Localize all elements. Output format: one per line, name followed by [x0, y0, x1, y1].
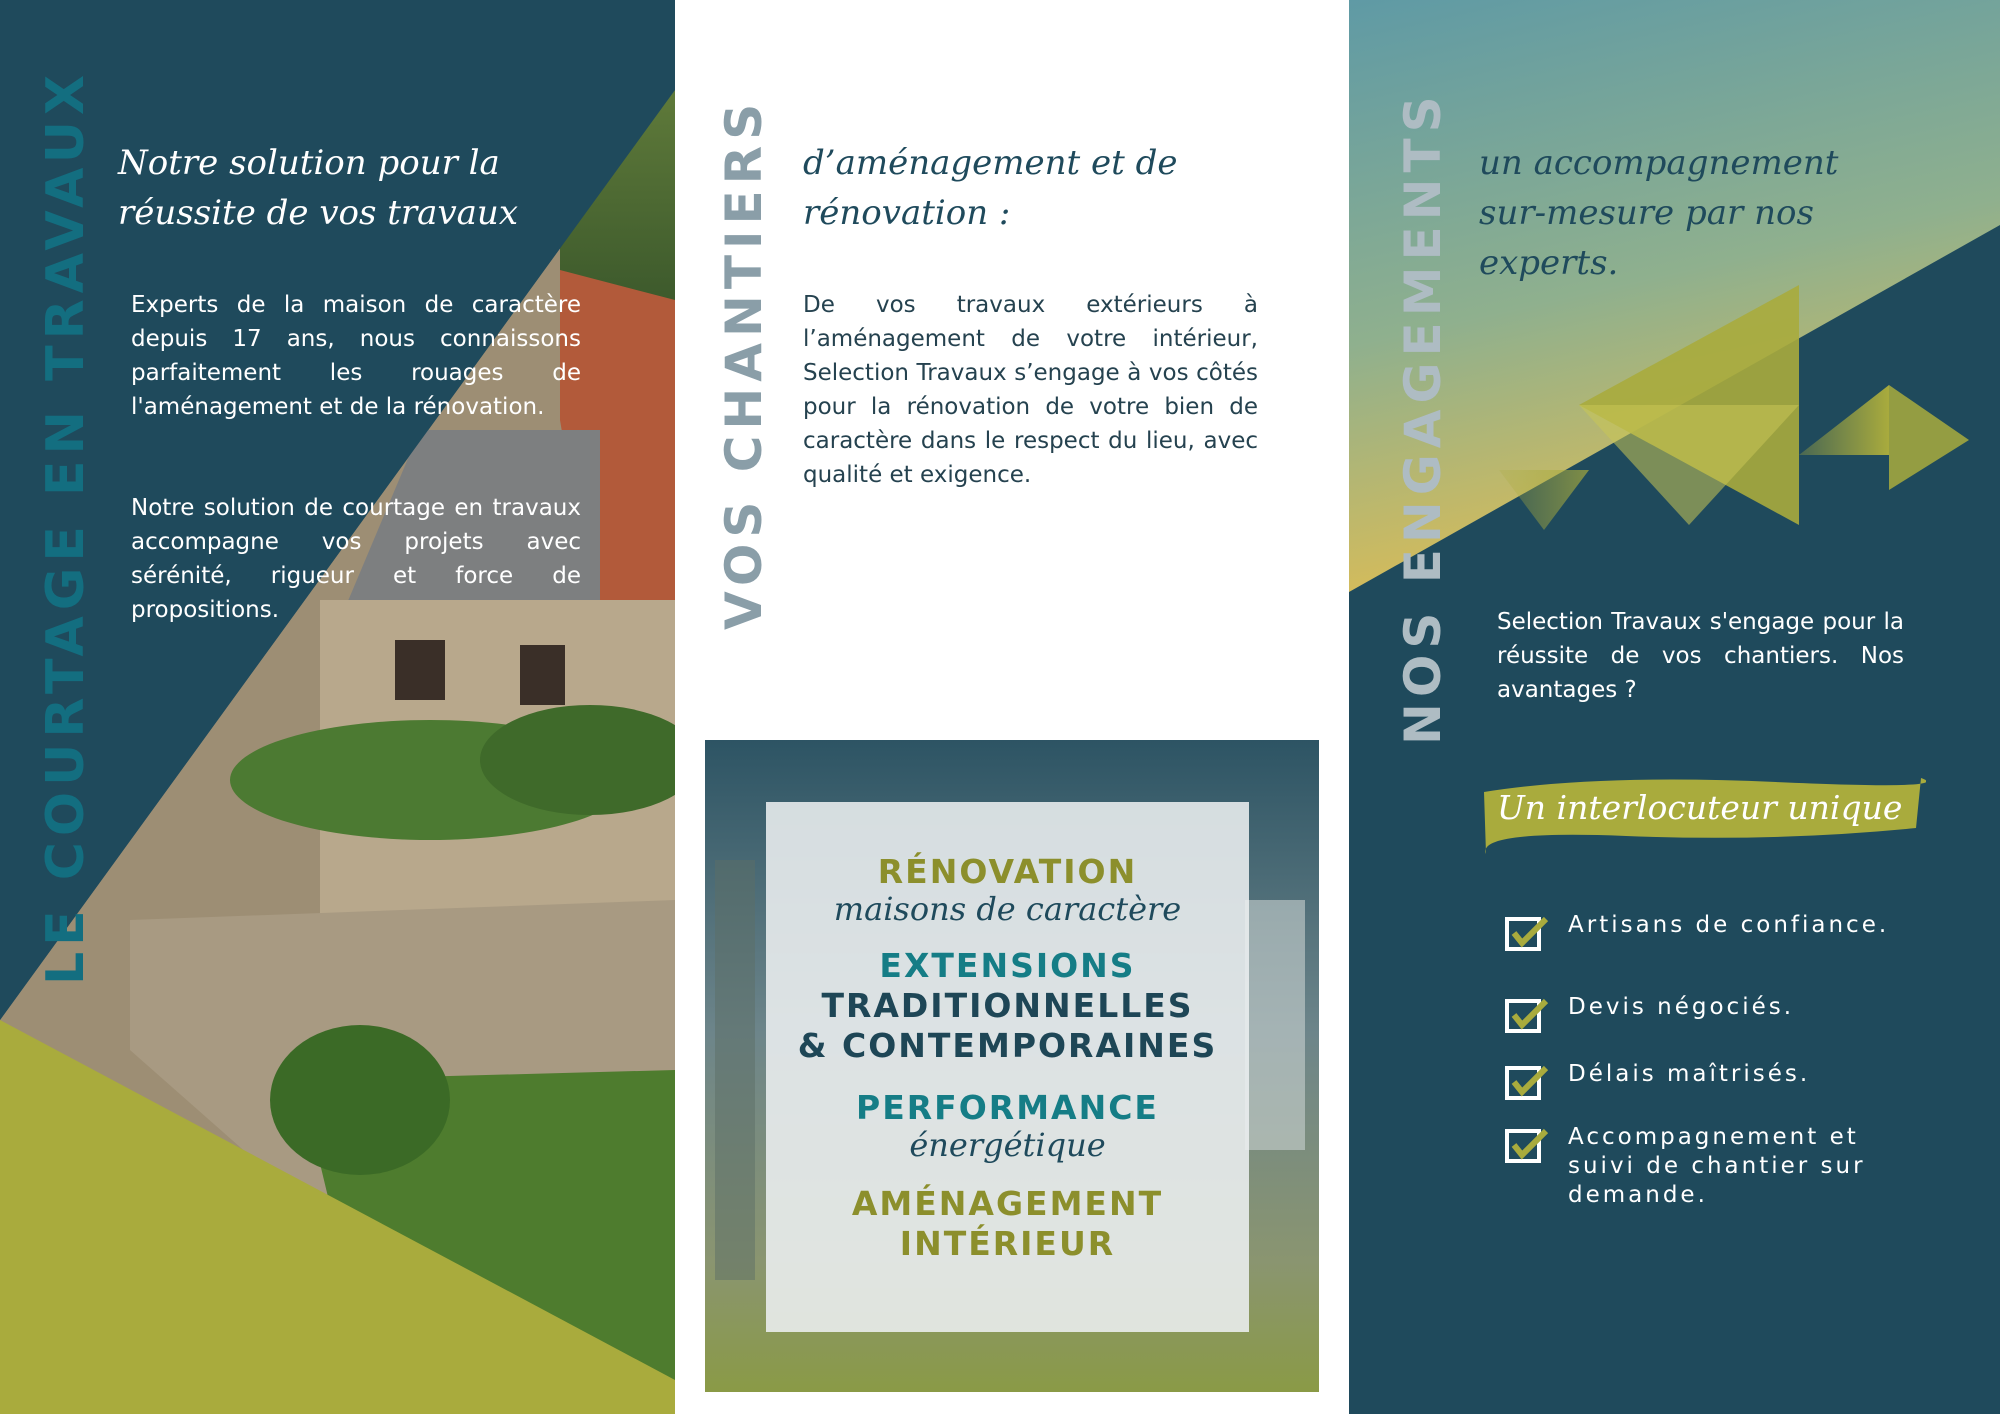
- service-renovation-subtitle: maisons de caractère: [833, 890, 1182, 928]
- checkbox-checked-icon: [1504, 913, 1550, 953]
- panel-courtage: [0, 0, 675, 1414]
- service-extensions-title: EXTENSIONS: [879, 946, 1136, 985]
- panel-heading: [803, 138, 1243, 238]
- heading-line: d’aménagement et de: [803, 143, 1178, 183]
- service-performance-title: PERFORMANCE: [856, 1088, 1159, 1127]
- heading-line: rénovation :: [803, 193, 1011, 233]
- panel-heading: [118, 138, 598, 238]
- service-amenagement-title: AMÉNAGEMENT: [851, 1184, 1164, 1223]
- panel-heading: [1479, 138, 1959, 288]
- vertical-title: LE COURTAGE EN TRAVAUX: [36, 68, 96, 985]
- panel-engagements: [1349, 0, 2000, 1414]
- services-list: [766, 802, 1249, 1332]
- paragraph-engagements: Selection Travaux s'engage pour la réussite de vos chantiers. Nos avantages ?: [1497, 609, 1904, 703]
- paragraph-chantiers: De vos travaux extérieurs à l’aménagement de votre intérieur, Selection Travaux s’engage à vos côtés pour la rénovation de votre bien de caractère dans le respect du lieu, avec qualité et exigence.: [803, 292, 1258, 488]
- heading-line: un accompagnement: [1479, 143, 1839, 183]
- service-amenagement-line: INTÉRIEUR: [899, 1224, 1116, 1263]
- heading-line: réussite de vos travaux: [118, 193, 518, 233]
- check-item-label: Accompagnement et suivi de chantier sur demande.: [1568, 1124, 1866, 1208]
- services-card: [705, 740, 1319, 1392]
- service-renovation-title: RÉNOVATION: [877, 852, 1138, 891]
- heading-line: sur-mesure par nos experts.: [1479, 193, 1814, 283]
- paragraph-experts: Experts de la maison de caractère depuis 17 ans, nous connaissons parfaitement les rouages de l'aménagement et de la rénovation.: [131, 292, 581, 420]
- checkbox-checked-icon: [1504, 1062, 1550, 1102]
- vertical-title: NOS ENGAGEMENTS: [1394, 90, 1452, 745]
- checkbox-checked-icon: [1504, 1125, 1550, 1165]
- service-extensions-line: & CONTEMPORAINES: [797, 1026, 1218, 1065]
- paragraph-solution: Notre solution de courtage en travaux accompagne vos projets avec sérénité, rigueur et force de propositions.: [131, 495, 581, 623]
- heading-line: Notre solution pour la: [118, 143, 500, 183]
- check-item-label: Délais maîtrisés.: [1568, 1061, 1811, 1087]
- check-item-label: Devis négociés.: [1568, 994, 1795, 1020]
- panel-chantiers: [675, 0, 1349, 1414]
- check-item-label: Artisans de confiance.: [1568, 912, 1890, 938]
- checkbox-checked-icon: [1504, 995, 1550, 1035]
- highlight-text: Un interlocuteur unique: [1497, 788, 1903, 827]
- service-performance-subtitle: énergétique: [909, 1126, 1106, 1164]
- service-extensions-line: TRADITIONNELLES: [821, 986, 1194, 1025]
- vertical-title: VOS CHANTIERS: [715, 97, 773, 630]
